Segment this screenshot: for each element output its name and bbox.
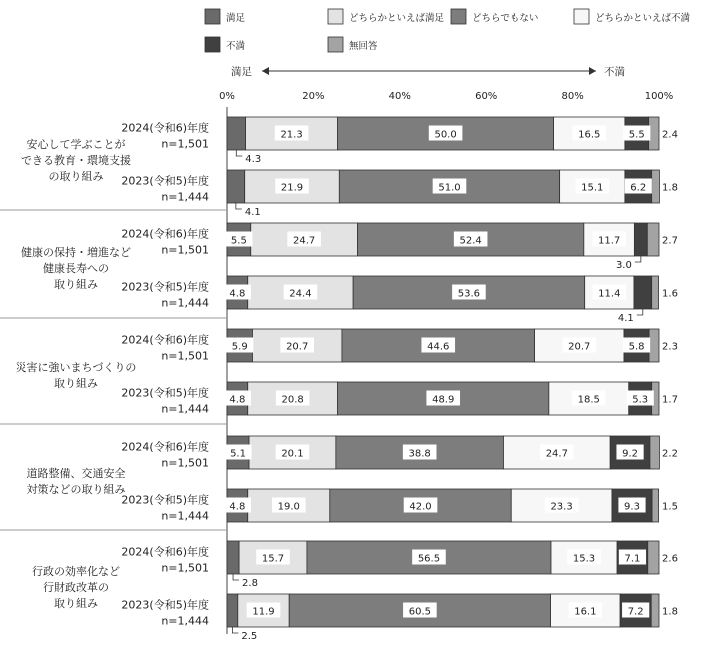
data-label-no-answer: 1.7	[662, 394, 678, 406]
data-label-dissatisfied: 6.2	[630, 182, 647, 194]
legend-label-somewhat-dissatisfied: どちらかといえば不満	[595, 13, 691, 24]
data-label-no-answer: 1.8	[662, 606, 678, 618]
x-tick-label-60: 60%	[475, 91, 498, 102]
data-label-neutral: 52.4	[459, 235, 482, 247]
data-label-satisfied: 4.3	[245, 154, 262, 165]
row-n-label: n=1,444	[161, 614, 209, 628]
bar-segment-satisfied	[227, 594, 238, 627]
data-label-somewhat-satisfied: 11.9	[252, 606, 275, 618]
row-n-label: n=1,444	[161, 296, 209, 310]
data-label-neutral: 48.9	[432, 394, 455, 406]
leader-line	[635, 256, 641, 262]
bar-segment-no-answer	[649, 329, 659, 362]
row-n-label: n=1,501	[161, 137, 209, 151]
group-label-4: 道路整備、交通安全対策などの取り組み	[26, 467, 126, 496]
leader-line	[233, 574, 239, 580]
data-label-dissatisfied: 7.1	[624, 553, 641, 565]
data-label-no-answer: 2.2	[662, 448, 678, 460]
leader-line	[236, 150, 242, 156]
bar-segment-no-answer	[652, 489, 658, 522]
data-label-no-answer: 2.4	[662, 129, 678, 141]
data-label-dissatisfied: 5.8	[628, 341, 645, 353]
legend-label-somewhat-satisfied: どちらかといえば満足	[349, 13, 445, 24]
x-tick-label-80: 80%	[561, 91, 584, 102]
data-label-somewhat-dissatisfied: 15.1	[581, 182, 604, 194]
group-label-1: 安心して学ぶことができる教育・環境支援の取り組み	[21, 138, 131, 183]
x-tick-label-100: 100%	[644, 91, 674, 102]
data-label-satisfied: 4.8	[229, 394, 246, 406]
legend-label-neutral: どちらでもない	[472, 13, 539, 24]
leader-line	[637, 309, 643, 315]
legend-label-satisfied: 満足	[226, 13, 246, 24]
data-label-somewhat-satisfied: 20.1	[281, 448, 304, 460]
data-label-somewhat-dissatisfied: 11.4	[598, 288, 621, 300]
row-year-label: 2023(令和5)年度	[121, 174, 209, 188]
data-label-dissatisfied: 7.2	[627, 606, 644, 618]
row-year-label: 2024(令和6)年度	[121, 227, 209, 241]
data-label-neutral: 53.6	[457, 288, 481, 300]
legend-swatch-no-answer	[328, 37, 343, 52]
bar-segment-no-answer	[647, 223, 659, 256]
bar-segment-dissatisfied	[634, 276, 652, 309]
data-label-neutral: 56.5	[417, 553, 441, 565]
data-label-somewhat-dissatisfied: 24.7	[545, 448, 568, 460]
data-label-no-answer: 1.6	[662, 288, 678, 300]
group-label-5: 行政の効率化など行財政改革の取り組み	[32, 565, 120, 610]
x-tick-label-20: 20%	[302, 91, 325, 102]
data-label-somewhat-dissatisfied: 16.5	[578, 129, 601, 141]
row-year-label: 2023(令和5)年度	[121, 386, 209, 400]
bar-segment-no-answer	[651, 594, 659, 627]
bar-segment-no-answer	[650, 436, 660, 469]
x-tick-label-40: 40%	[388, 91, 411, 102]
data-label-satisfied: 5.5	[230, 235, 247, 247]
data-label-dissatisfied: 4.1	[617, 313, 634, 324]
data-label-no-answer: 2.6	[662, 553, 678, 565]
data-label-somewhat-satisfied: 21.3	[280, 129, 303, 141]
row-year-label: 2024(令和6)年度	[121, 545, 209, 559]
row-year-label: 2024(令和6)年度	[121, 440, 209, 454]
row-n-label: n=1,501	[161, 243, 209, 257]
data-label-somewhat-satisfied: 15.7	[261, 553, 285, 565]
bar-segment-no-answer	[648, 541, 659, 574]
data-label-satisfied: 2.8	[242, 578, 258, 589]
row-n-label: n=1,501	[161, 456, 209, 470]
row-n-label: n=1,444	[161, 509, 209, 523]
bar-segment-no-answer	[652, 170, 660, 203]
data-label-dissatisfied: 9.3	[624, 501, 640, 513]
group-label-2: 健康の保持・増進など健康長寿への取り組み	[21, 246, 131, 291]
leader-line	[232, 627, 238, 633]
data-label-dissatisfied: 3.0	[615, 260, 632, 271]
row-n-label: n=1,501	[161, 561, 209, 575]
group-label-3: 災害に強いまちづくりの取り組み	[15, 361, 137, 390]
x-tick-label-0: 0%	[219, 91, 235, 102]
row-year-label: 2024(令和6)年度	[121, 121, 209, 135]
data-label-somewhat-satisfied: 21.9	[280, 182, 304, 194]
bar-segment-dissatisfied	[634, 223, 647, 256]
row-n-label: n=1,501	[161, 349, 209, 363]
direction-label-left: 満足	[231, 66, 252, 78]
data-label-somewhat-satisfied: 24.7	[292, 235, 316, 247]
data-label-satisfied: 4.8	[229, 288, 246, 300]
data-label-somewhat-satisfied: 20.7	[286, 341, 309, 353]
bar-segment-no-answer	[652, 276, 659, 309]
leader-line	[236, 203, 242, 209]
data-label-somewhat-satisfied: 19.0	[277, 501, 300, 513]
legend-swatch-dissatisfied	[205, 37, 220, 52]
data-label-somewhat-dissatisfied: 23.3	[550, 501, 573, 513]
legend-label-no-answer: 無回答	[349, 41, 378, 52]
data-label-dissatisfied: 9.2	[622, 448, 639, 460]
data-label-no-answer: 1.5	[662, 501, 678, 513]
data-label-neutral: 42.0	[409, 501, 432, 513]
data-label-dissatisfied: 5.3	[632, 394, 649, 406]
data-label-satisfied: 5.1	[230, 448, 246, 460]
row-year-label: 2023(令和5)年度	[121, 280, 209, 294]
data-label-somewhat-dissatisfied: 16.1	[574, 606, 597, 618]
data-label-neutral: 44.6	[427, 341, 450, 353]
bar-segment-satisfied	[227, 117, 246, 150]
data-label-satisfied: 5.9	[231, 341, 248, 353]
legend-swatch-neutral	[451, 9, 466, 24]
legend-swatch-somewhat-satisfied	[328, 9, 343, 24]
row-year-label: 2023(令和5)年度	[121, 598, 209, 612]
data-label-dissatisfied: 5.5	[628, 129, 645, 141]
row-n-label: n=1,444	[161, 190, 209, 204]
data-label-satisfied: 4.8	[229, 501, 246, 513]
bar-segment-satisfied	[227, 541, 239, 574]
data-label-no-answer: 2.7	[662, 235, 678, 247]
data-label-no-answer: 2.3	[662, 341, 678, 353]
legend-swatch-satisfied	[205, 9, 220, 24]
legend-label-dissatisfied: 不満	[226, 41, 246, 52]
data-label-neutral: 60.5	[408, 606, 432, 618]
data-label-neutral: 51.0	[438, 182, 461, 194]
data-label-somewhat-dissatisfied: 18.5	[577, 394, 600, 406]
direction-label-right: 不満	[604, 66, 625, 78]
data-label-somewhat-dissatisfied: 20.7	[568, 341, 591, 353]
data-label-somewhat-satisfied: 20.8	[281, 394, 304, 406]
row-n-label: n=1,444	[161, 402, 209, 416]
data-label-satisfied: 2.5	[241, 631, 258, 642]
data-label-somewhat-dissatisfied: 15.3	[572, 553, 596, 565]
data-label-satisfied: 4.1	[244, 207, 261, 218]
data-label-neutral: 50.0	[434, 129, 457, 141]
data-label-neutral: 38.8	[408, 448, 431, 460]
legend-swatch-somewhat-dissatisfied	[574, 9, 589, 24]
data-label-somewhat-dissatisfied: 11.7	[597, 235, 621, 247]
data-label-somewhat-satisfied: 24.4	[289, 288, 312, 300]
row-year-label: 2023(令和5)年度	[121, 493, 209, 507]
row-year-label: 2024(令和6)年度	[121, 333, 209, 347]
bar-segment-satisfied	[227, 170, 245, 203]
data-label-no-answer: 1.8	[662, 182, 678, 194]
